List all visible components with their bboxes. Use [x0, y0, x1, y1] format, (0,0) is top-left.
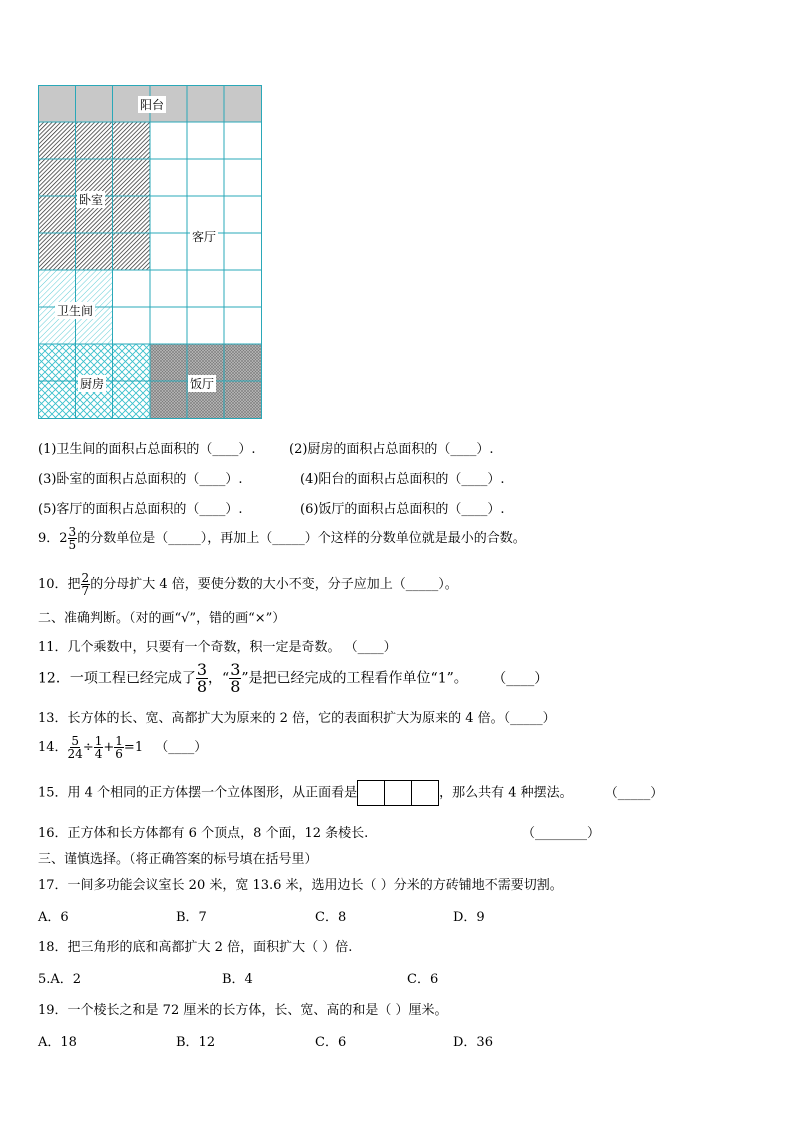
balcony-label: 阳台 [140, 98, 165, 112]
q12-mid1: ，“ [208, 670, 230, 687]
q10-text: 的分母扩大 4 倍，要使分数的大小不变，分子应加上（_____）。 [90, 577, 458, 592]
question-13: 13．长方体的长、宽、高都扩大为原来的 2 倍，它的表面积扩大为原来的 4 倍。（_____） [38, 711, 556, 726]
q14-fraction-3 [114, 735, 124, 760]
q12-f2-denominator: 8 [230, 677, 241, 696]
section-3-heading: 三、谨慎选择。（将正确答案的标号填在括号里） [38, 852, 318, 867]
q8-part1: (1)卫生间的面积占总面积的（____）. [38, 442, 256, 457]
q15-answer: （_____） [604, 785, 664, 801]
q12-fraction-1 [196, 662, 208, 695]
q14-f2-denominator: 4 [94, 747, 103, 761]
q19-option-d: D．36 [453, 1035, 493, 1050]
q8-part2: (2)厨房的面积占总面积的（____）. [289, 442, 494, 457]
q15-suffix: ，那么共有 4 种摆法。 [439, 785, 573, 801]
q14-f3-denominator: 6 [115, 747, 123, 761]
question-17: 17．一间多功能会议室长 20 米，宽 13.6 米，选用边长（ ）分米的方砖铺地不需要切割。 [38, 878, 563, 893]
q14-prefix: 14． [38, 740, 68, 755]
q9-denominator: 5 [68, 538, 77, 552]
question-11: 11．几个乘数中，只要有一个奇数，积一定是奇数。 （____） [38, 640, 397, 655]
q16-answer: （________） [522, 826, 601, 841]
q18-option-b: B．4 [222, 972, 253, 987]
q12-prefix: 12．一项工程已经完成了 [38, 670, 196, 687]
q9-fraction [68, 526, 78, 551]
dining-room-label: 饭厅 [190, 377, 215, 391]
q15-prefix: 15．用 4 个相同的正方体摆一个立体图形，从正面看是 [38, 785, 358, 801]
q17-option-d: D．9 [453, 910, 485, 925]
q14-fraction-2 [94, 735, 104, 760]
living-room-label: 客厅 [192, 230, 217, 244]
q14-f2-numerator: 1 [94, 734, 103, 748]
question-9 [38, 526, 526, 551]
q8-part4: (4)阳台的面积占总面积的（____）. [300, 472, 505, 487]
bedroom-label: 卧室 [79, 193, 104, 207]
question-19: 19．一个棱长之和是 72 厘米的长方体，长、宽、高的和是（ ）厘米。 [38, 1003, 448, 1018]
q10-denominator: 7 [81, 584, 90, 598]
q12-f2-numerator: 3 [230, 660, 241, 679]
q14-f3-numerator: 1 [115, 734, 123, 748]
q14-answer: （____） [155, 740, 208, 755]
q12-f1-denominator: 8 [196, 677, 208, 696]
question-12 [38, 662, 548, 695]
q12-mid2: ”是把已经完成的工程看作单位“1”。 [241, 670, 468, 687]
q18-option-c: C．6 [407, 972, 439, 987]
q19-option-c: C．6 [315, 1035, 347, 1050]
q8-part3: (3)卧室的面积占总面积的（____）. [38, 472, 243, 487]
q19-option-a: A．18 [38, 1035, 77, 1050]
q10-fraction [81, 572, 91, 597]
floor-plan [38, 85, 262, 419]
question-18: 18．把三角形的底和高都扩大 2 倍，面积扩大（ ）倍. [38, 940, 353, 955]
question-16: 16．正方体和长方体都有 6 个顶点，8 个面，12 条棱长. [38, 826, 369, 841]
question-15 [38, 780, 663, 806]
question-10 [38, 572, 458, 597]
q9-prefix: 9．2 [38, 531, 68, 546]
q8-part6: (6)饭厅的面积占总面积的（____）. [300, 502, 505, 517]
q8-part5: (5)客厅的面积占总面积的（____）. [38, 502, 243, 517]
q10-numerator: 2 [81, 571, 90, 585]
q18-option-a: 5.A．2 [38, 972, 82, 987]
q14-plus: + [103, 740, 115, 755]
question-14 [38, 735, 207, 760]
q9-numerator: 3 [68, 525, 77, 539]
q17-option-b: B．7 [176, 910, 207, 925]
q17-option-a: A．6 [38, 910, 69, 925]
q14-fraction-1 [68, 735, 83, 760]
q9-text: 的分数单位是（_____），再加上（_____）个这样的分数单位就是最小的合数。 [77, 531, 526, 546]
q14-divide: ÷ [82, 740, 94, 755]
section-2-heading: 二、准确判断。（对的画“√”，错的画“×”） [38, 611, 286, 626]
q19-option-b: B．12 [176, 1035, 216, 1050]
q12-f1-numerator: 3 [196, 660, 208, 679]
kitchen-label: 厨房 [80, 377, 105, 391]
q12-answer: （____） [492, 670, 549, 687]
q12-fraction-2 [229, 662, 241, 695]
q14-f1-denominator: 24 [67, 747, 83, 761]
q14-equals: =1 [123, 740, 144, 755]
q10-prefix: 10．把 [38, 577, 81, 592]
floor-plan-grid [38, 85, 262, 419]
q15-front-view-figure [357, 780, 439, 806]
bathroom-label: 卫生间 [57, 304, 94, 318]
q14-f1-numerator: 5 [71, 734, 79, 748]
q17-option-c: C．8 [315, 910, 347, 925]
